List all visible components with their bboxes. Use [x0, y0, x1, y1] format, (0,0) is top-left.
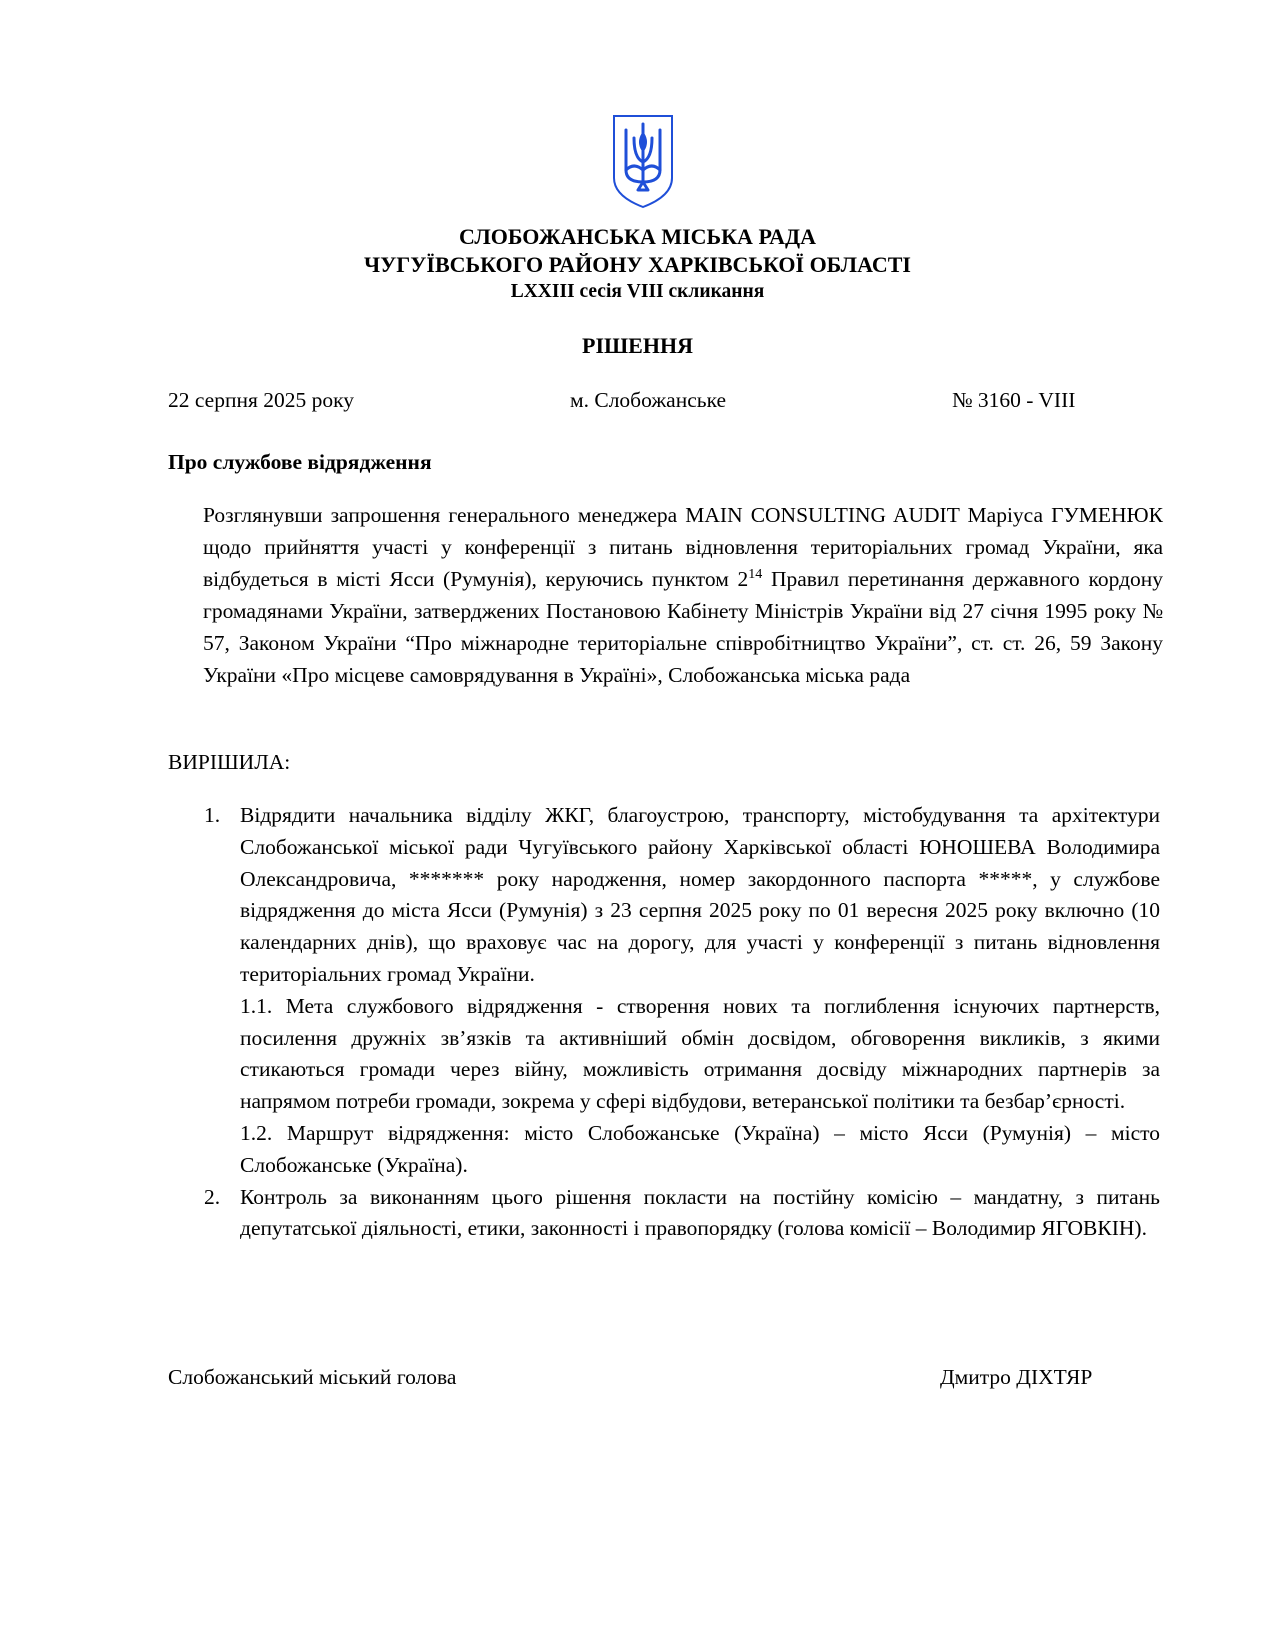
preamble-paragraph: [203, 500, 1163, 691]
item-number: 1.: [204, 803, 221, 827]
document-date: 22 серпня 2025 року: [168, 388, 355, 412]
subitem-1-2: 1.2. Маршрут відрядження: місто Слобожанське (Україна) – місто Ясси (Румунія) – місто Слобожанське (Україна).: [240, 1120, 1160, 1177]
document-type: РІШЕННЯ: [582, 333, 693, 358]
resolved-label: ВИРІШИЛА:: [168, 750, 291, 774]
district-title: ЧУГУЇВСЬКОГО РАЙОНУ ХАРКІВСЬКОЇ ОБЛАСТІ: [363, 252, 911, 277]
signatory-position: Слобожанський міський голова: [168, 1365, 457, 1389]
decision-item-2: [168, 1182, 1160, 1246]
decision-item-1: [168, 800, 1160, 1182]
signature-block: [0, 1365, 1275, 1395]
preamble-superscript: 14: [748, 566, 763, 582]
item-text: Відрядити начальника відділу ЖКГ, благоустрою, транспорту, містобудування та архітектури Слобожанської міської ради Чугуївського району Харківської області ЮНОШЕВА Володимира Олександровича, ******* року народження, номер закордонного паспорта *****, у службове відрядження до міста Ясси (Румунія) з 23 серпня 2025 року по 01 вересня 2025 року включно (10 календарних днів), що враховує час на дорогу, для участі у конференції з питань відновлення територіальних громад України.: [240, 803, 1160, 986]
decision-items: [168, 800, 1160, 1245]
document-subject: Про службове відрядження: [168, 450, 432, 474]
item-number: 2.: [204, 1184, 221, 1209]
council-title: СЛОБОЖАНСЬКА МІСЬКА РАДА: [459, 224, 816, 249]
session-label: LXXIII сесія VIII скликання: [510, 281, 765, 302]
preamble-part-2: Правил перетинання державного кордону громадянами України, затверджених Постановою Кабінету Міністрів України від 27 січня 1995 року № 57, Законом України “Про міжнародне територіальне співробітництво України”, ст. ст. 26, 59 Закону України «Про місцеве самоврядування в Україні», Слобожанська міська рада: [203, 566, 1164, 687]
signatory-name: Дмитро ДІХТЯР: [940, 1365, 1093, 1389]
document-number: № 3160 - VIII: [952, 388, 1076, 412]
document-meta: [0, 388, 1275, 418]
coat-of-arms-icon: [610, 112, 676, 210]
subitem-1-1: 1.1. Мета службового відрядження - створення нових та поглиблення існуючих партнерств, посилення дружніх зв’язків та активніший обмін досвідом, обговорення викликів, з якими стикаються громади через війну, можливість отримання досвіду міжнародних партнерів за напрямом потреби громади, зокрема у сфері відбудови, ветеранської політики та безбар’єрності.: [240, 993, 1160, 1114]
document-city: м. Слобожанське: [570, 388, 727, 412]
item-text: Контроль за виконанням цього рішення покласти на постійну комісію – мандатну, з питань депутатської діяльності, етики, законності і правопорядку (голова комісії – Володимир ЯГОВКІН).: [240, 1184, 1160, 1241]
preamble-part-1: Розглянувши запрошення генерального менеджера MAIN CONSULTING AUDIT Маріуса ГУМЕНЮК щодо прийняття участі у конференції з питань відновлення територіальних громад України, яка відбудеться в місті Ясси (Румунія), керуючись пунктом 2: [203, 503, 1163, 591]
